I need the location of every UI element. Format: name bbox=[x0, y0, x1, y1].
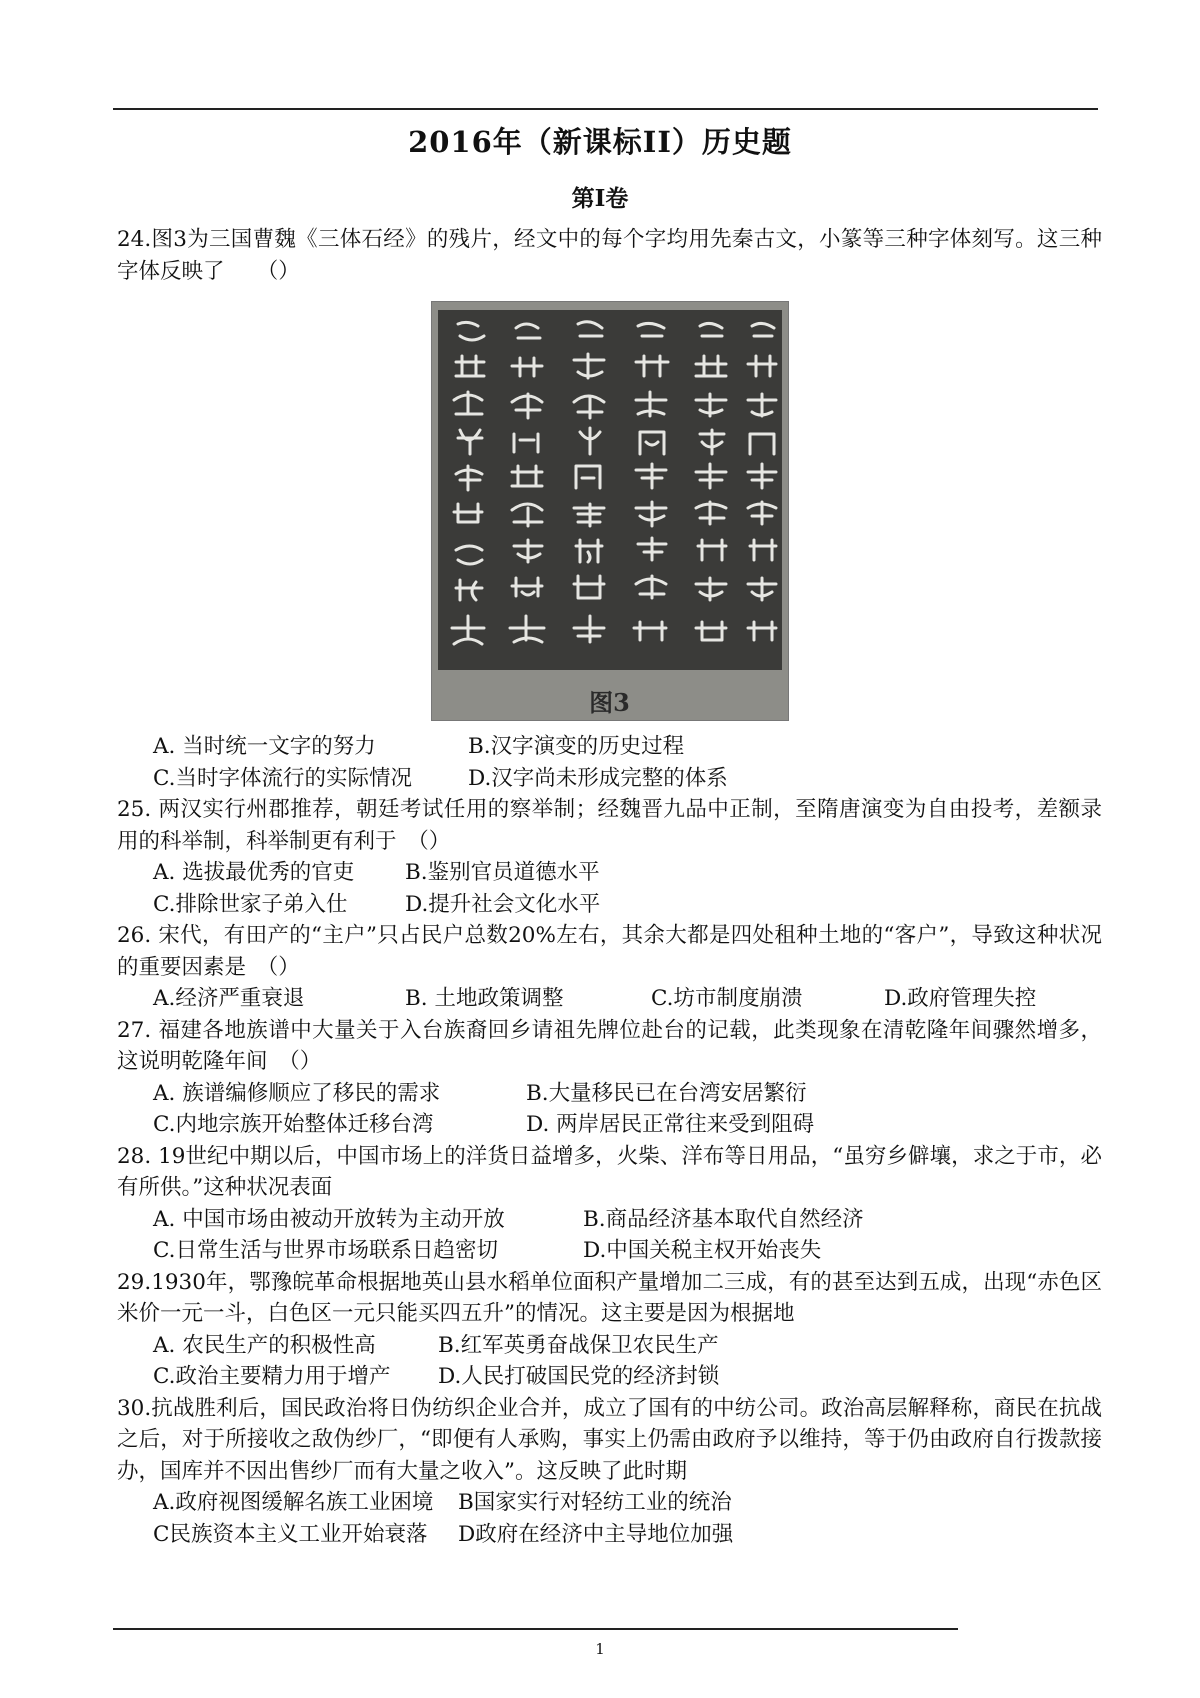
option-row bbox=[117, 1235, 1102, 1267]
question-25 bbox=[117, 794, 1102, 920]
question-24 bbox=[117, 224, 1102, 794]
figure-caption: 图3 bbox=[589, 687, 630, 717]
option-b: B.汉字演变的历史过程 bbox=[468, 734, 685, 759]
option-d: D. 两岸居民正常往来受到阻碍 bbox=[526, 1112, 815, 1137]
option-row bbox=[117, 983, 1102, 1015]
question-text: 24.图3为三国曹魏《三体石经》的残片，经文中的每个字均用先秦古文，小篆等三种字体刻写。这三种字体反映了 （） bbox=[117, 227, 1102, 284]
footer-rule bbox=[113, 1628, 958, 1630]
option-d: D.汉字尚未形成完整的体系 bbox=[468, 765, 728, 791]
question-28 bbox=[117, 1141, 1102, 1267]
option-row bbox=[117, 1078, 1102, 1110]
option-b: B.商品经济基本取代自然经济 bbox=[583, 1206, 864, 1232]
option-c: C.排除世家子弟入仕 bbox=[153, 891, 348, 917]
option-b: B. 土地政策调整 bbox=[405, 986, 564, 1011]
option-a: A. 中国市场由被动开放转为主动开放 bbox=[153, 1206, 505, 1232]
question-text: 30.抗战胜利后，国民政治将日伪纺织企业合并，成立了国有的中纺公司。政治高层解释称，商民在抗战之后，对于所接收之敌伪纱厂，“即便有人承购，事实上仍需由政府予以维持，等于仍由政府自行拨款接办，国库并不因出售纱厂而有大量之收入”。这反映了此时期 bbox=[117, 1395, 1102, 1484]
question-29 bbox=[117, 1267, 1102, 1393]
stone-classics-figure bbox=[431, 301, 789, 721]
page-title: 2016年（新课标II）历史题 bbox=[408, 125, 792, 159]
option-c: C.内地宗族开始整体迁移台湾 bbox=[153, 1112, 434, 1137]
option-row bbox=[117, 1487, 1102, 1519]
section-heading: 第Ⅰ卷 bbox=[571, 185, 629, 212]
option-c: C.当时字体流行的实际情况 bbox=[153, 765, 413, 791]
option-row bbox=[117, 731, 1102, 763]
option-a: A. 农民生产的积极性高 bbox=[153, 1332, 376, 1358]
option-c: C.政治主要精力用于增产 bbox=[153, 1364, 391, 1389]
option-b: B.大量移民已在台湾安居繁衍 bbox=[526, 1080, 807, 1106]
option-d: D.政府管理失控 bbox=[884, 986, 1037, 1011]
question-text: 29.1930年，鄂豫皖革命根据地英山县水稻单位面积产量增加二三成，有的甚至达到五成，出现“赤色区米价一元一斗，白色区一元只能买四五升”的情况。这主要是因为根据地 bbox=[117, 1269, 1102, 1326]
option-b: B.鉴别官员道德水平 bbox=[405, 860, 600, 885]
option-d: D.人民打破国民党的经济封锁 bbox=[438, 1364, 720, 1389]
option-row bbox=[117, 1204, 1102, 1236]
option-a: A.政府视图缓解名族工业困境 bbox=[153, 1490, 434, 1515]
option-a: A. 族谱编修顺应了移民的需求 bbox=[153, 1080, 441, 1106]
option-row bbox=[117, 889, 1102, 921]
page-number: 1 bbox=[595, 1640, 605, 1658]
option-a: A. 当时统一文字的努力 bbox=[153, 734, 376, 759]
question-text: 25. 两汉实行州郡推荐，朝廷考试任用的察举制；经魏晋九品中正制，至隋唐演变为自由投考，差额录用的科举制，科举制更有利于 （） bbox=[117, 797, 1102, 854]
option-b: B国家实行对轻纺工业的统治 bbox=[458, 1490, 732, 1515]
question-text: 26. 宋代，有田产的“主户”只占民户总数20%左右，其余大都是四处租种土地的“客户”，导致这种状况的重要因素是 （） bbox=[117, 923, 1102, 980]
question-27 bbox=[117, 1015, 1102, 1141]
option-d: D.提升社会文化水平 bbox=[405, 891, 601, 917]
option-row bbox=[117, 763, 1102, 795]
option-c: C民族资本主义工业开始衰落 bbox=[153, 1521, 428, 1547]
option-a: A.经济严重衰退 bbox=[153, 986, 305, 1011]
option-a: A. 选拔最优秀的官吏 bbox=[153, 860, 355, 885]
question-30 bbox=[117, 1393, 1102, 1551]
option-d: D.中国关税主权开始丧失 bbox=[583, 1238, 822, 1263]
question-list bbox=[117, 224, 1102, 1550]
option-b: B.红军英勇奋战保卫农民生产 bbox=[438, 1332, 719, 1358]
option-row bbox=[117, 1109, 1102, 1141]
option-row bbox=[117, 1519, 1102, 1551]
question-text: 28. 19世纪中期以后，中国市场上的洋货日益增多，火柴、洋布等日用品，“虽穷乡僻壤，求之于市，必有所供。”这种状况表面 bbox=[117, 1143, 1102, 1200]
option-d: D政府在经济中主导地位加强 bbox=[458, 1521, 734, 1547]
option-c: C.日常生活与世界市场联系日趋密切 bbox=[153, 1238, 499, 1263]
option-row bbox=[117, 857, 1102, 889]
stone-rubbing-image bbox=[438, 310, 782, 670]
question-text: 27. 福建各地族谱中大量关于入台族裔回乡请祖先牌位赴台的记载，此类现象在清乾隆年间骤然增多，这说明乾隆年间 （） bbox=[117, 1017, 1102, 1074]
option-row bbox=[117, 1361, 1102, 1393]
option-row bbox=[117, 1330, 1102, 1362]
option-c: C.坊市制度崩溃 bbox=[651, 986, 803, 1011]
header-rule bbox=[113, 108, 1098, 110]
question-26 bbox=[117, 920, 1102, 1015]
